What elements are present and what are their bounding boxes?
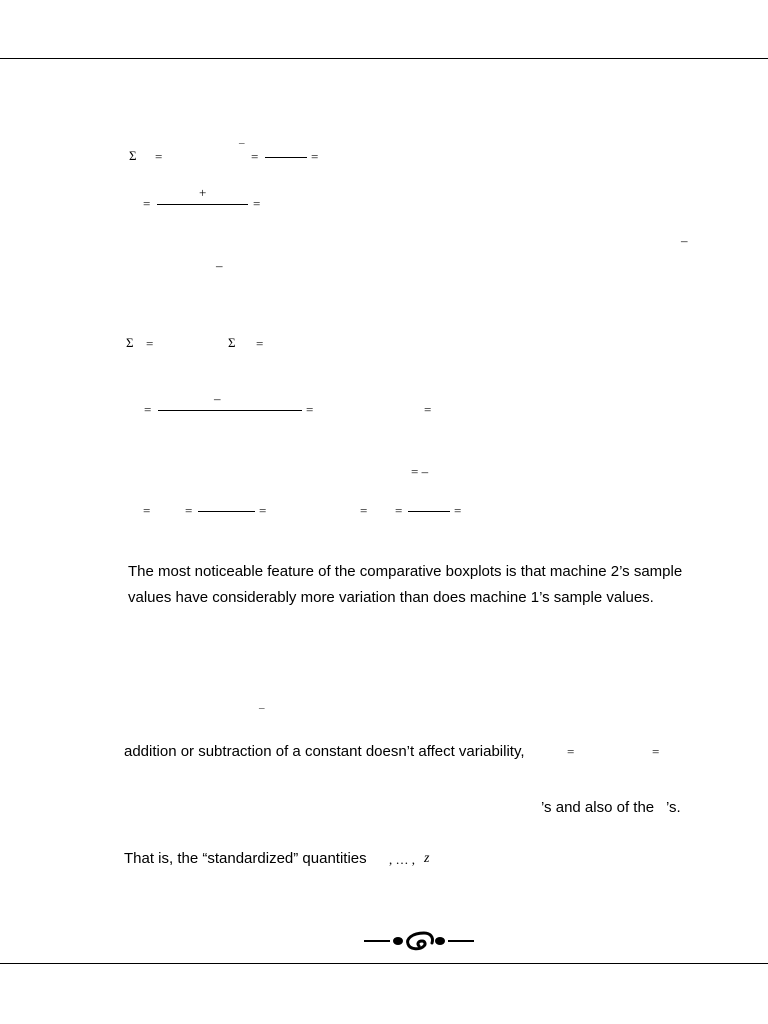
plus-sign: + xyxy=(199,185,207,200)
sigma-symbol: Σ xyxy=(129,148,137,163)
equals-sign: = xyxy=(424,402,432,417)
footer-rule xyxy=(0,963,768,964)
equals-sign: = xyxy=(144,402,152,417)
variable-z: z xyxy=(424,851,430,866)
macron-mark: ¯ xyxy=(259,707,265,719)
fraction-bar xyxy=(158,410,302,411)
equals-sign: = xyxy=(454,503,462,518)
equals-sign: = xyxy=(185,503,193,518)
fraction-bar xyxy=(198,511,255,512)
equals-sign: = xyxy=(652,744,660,759)
equals-sign: = xyxy=(306,402,314,417)
header-rule xyxy=(0,58,768,59)
paragraph-line: That is, the “standardized” quantities xyxy=(124,850,367,867)
equals-sign: = xyxy=(395,503,403,518)
sigma-symbol: Σ xyxy=(228,335,236,350)
paragraph-line: The most noticeable feature of the comparative boxplots is that machine 2’s sample xyxy=(128,563,683,580)
fraction-bar xyxy=(265,157,307,158)
paragraph-line: values have considerably more variation than does machine 1’s sample values. xyxy=(128,589,654,606)
equals-dash: = – xyxy=(411,464,429,479)
equals-sign: = xyxy=(146,336,154,351)
minus-sign: – xyxy=(681,233,688,248)
fraction-bar xyxy=(408,511,450,512)
ellipsis-sequence: , … , xyxy=(389,852,415,867)
paragraph-fragment: ’s and also of the xyxy=(541,799,655,816)
equals-sign: = xyxy=(567,744,575,759)
ornament-divider xyxy=(362,929,482,953)
macron-mark: ¯ xyxy=(239,142,245,154)
minus-sign: – xyxy=(216,258,223,273)
minus-sign: – xyxy=(214,391,221,406)
equals-sign: = xyxy=(360,503,368,518)
paragraph-line: addition or subtraction of a constant doesn’t affect variability, xyxy=(124,743,525,760)
equals-sign: = xyxy=(143,503,151,518)
equals-sign: = xyxy=(253,196,261,211)
equals-sign: = xyxy=(155,149,163,164)
paragraph-fragment: ’s. xyxy=(666,799,681,816)
equals-sign: = xyxy=(311,149,319,164)
equals-sign: = xyxy=(256,336,264,351)
fraction-bar xyxy=(157,204,248,205)
equals-sign: = xyxy=(143,196,151,211)
equals-sign: = xyxy=(259,503,267,518)
equals-sign: = xyxy=(251,149,259,164)
sigma-symbol: Σ xyxy=(126,335,134,350)
